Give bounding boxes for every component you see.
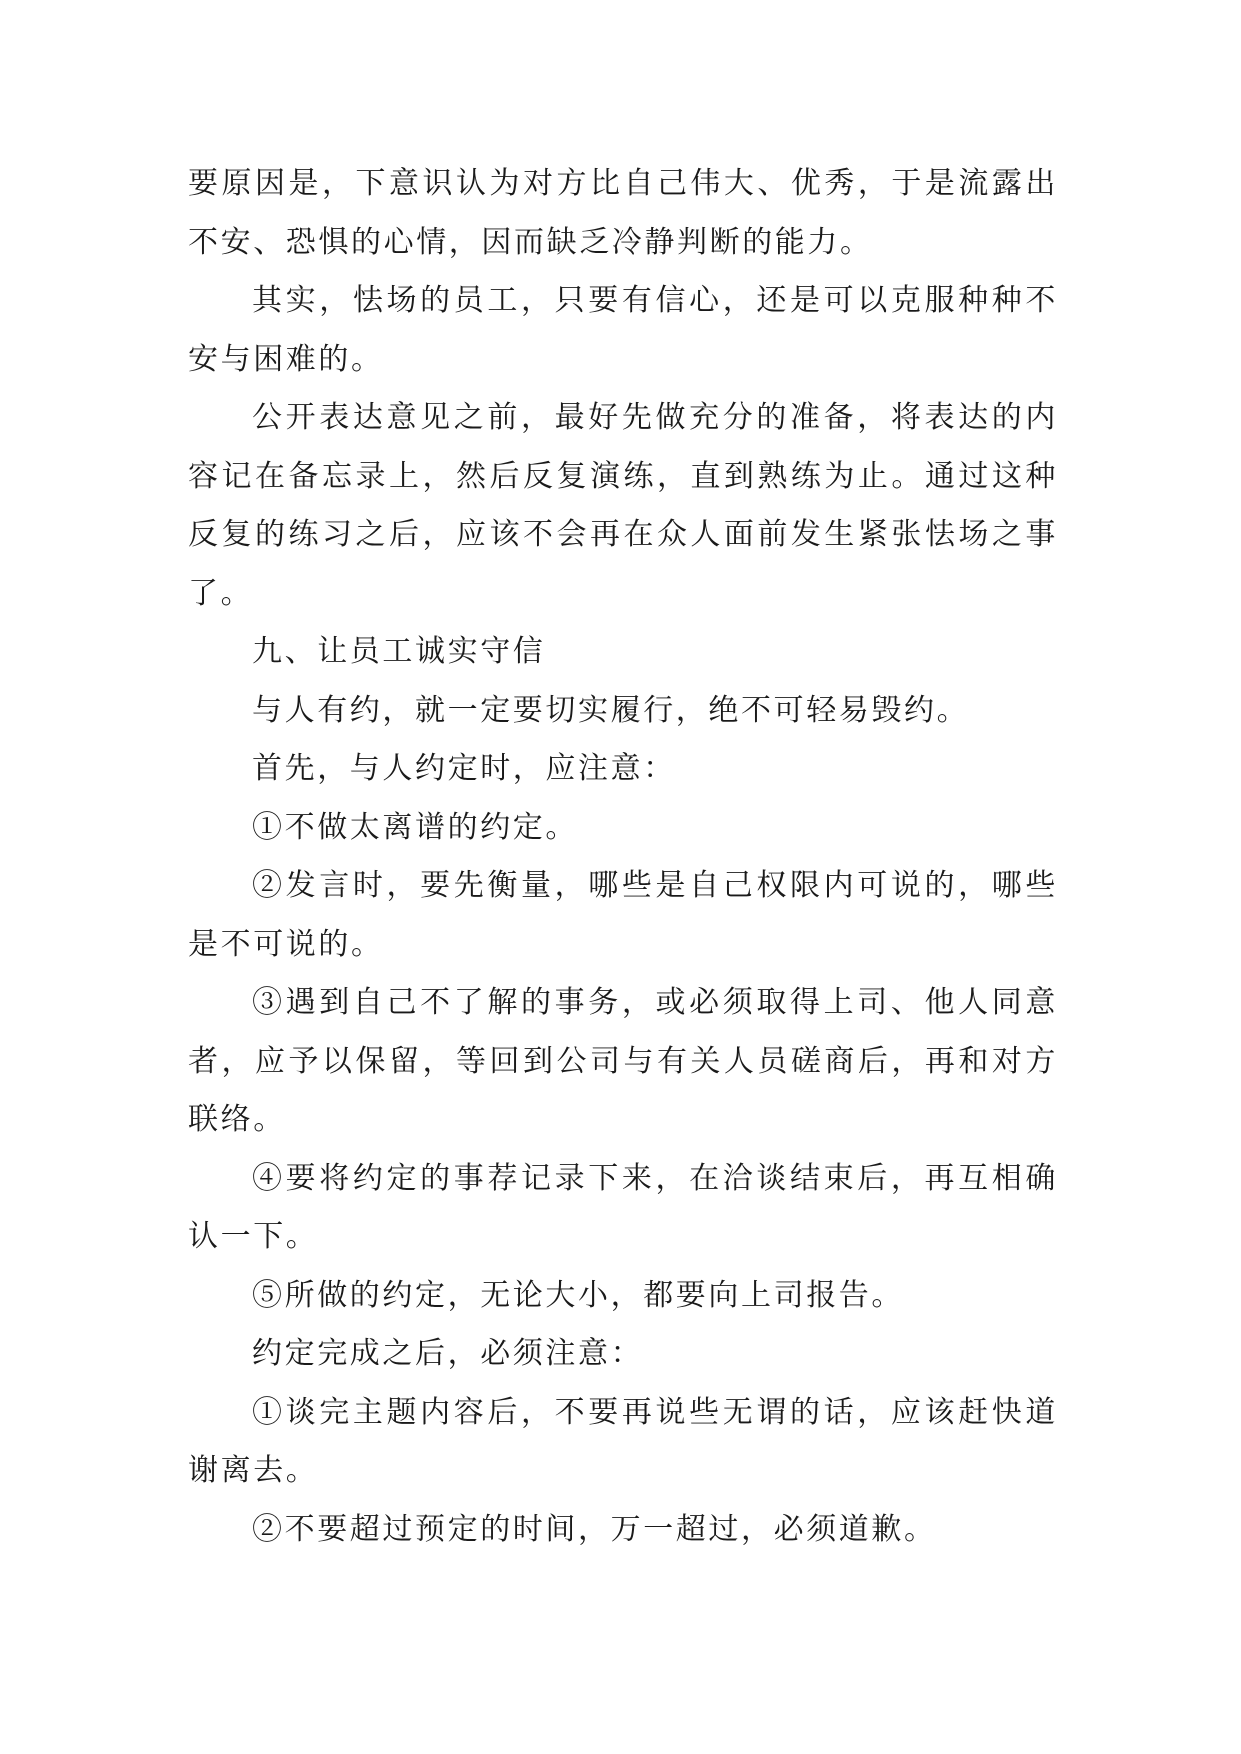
paragraph: 与人有约，就一定要切实履行，绝不可轻易毁约。 (252, 692, 970, 728)
list-item: ④要将约定的事荐记录下来，在洽谈结束后，再互相确认一下。 (188, 1160, 1058, 1254)
paragraph: 公开表达意见之前，最好先做充分的准备，将表达的内容记在备忘录上，然后反复演练，直到熟练为止。通过这种反复的练习之后，应该不会再在众人面前发生紧张怯场之事了。 (188, 400, 1058, 611)
paragraph: 约定完成之后，必须注意： (252, 1336, 644, 1371)
list-item: ⑤所做的约定，无论大小，都要向上司报告。 (252, 1277, 904, 1313)
section-heading: 九、让员工诚实守信 (252, 634, 546, 669)
paragraph: 首先，与人约定时，应注意： (252, 751, 676, 786)
list-item: ①不做太离谱的约定。 (252, 809, 578, 845)
list-item: ②不要超过预定的时间，万一超过，必须道歉。 (252, 1511, 937, 1547)
paragraph: 要原因是，下意识认为对方比自己伟大、优秀，于是流露出不安、恐惧的心情，因而缺乏冷静判断的能力。 (188, 166, 1058, 260)
list-item: ③遇到自己不了解的事务，或必须取得上司、他人同意者，应予以保留，等回到公司与有关人员磋商后，再和对方联络。 (188, 985, 1058, 1137)
document-body (188, 155, 1058, 1559)
list-item: ①谈完主题内容后，不要再说些无谓的话，应该赶快道谢离去。 (188, 1394, 1058, 1488)
list-item: ②发言时，要先衡量，哪些是自己权限内可说的，哪些是不可说的。 (188, 868, 1058, 962)
paragraph: 其实，怯场的员工，只要有信心，还是可以克服种种不安与困难的。 (188, 283, 1058, 377)
